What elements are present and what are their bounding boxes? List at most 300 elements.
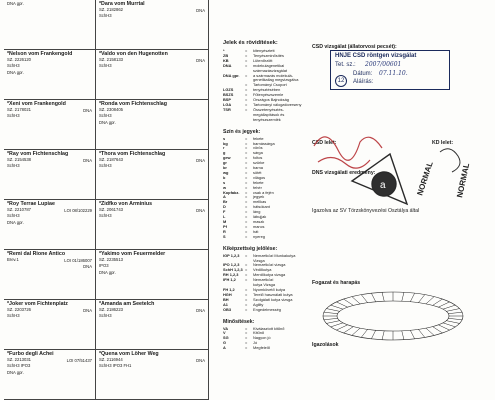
triangle-stamp bbox=[352, 154, 407, 204]
diag-a-mark: a bbox=[380, 180, 386, 191]
dog-name: *Thora vom Fichtenschlag bbox=[99, 151, 166, 157]
dog-name: *Valdo von den Hugenotten bbox=[99, 51, 168, 57]
legend-cell: fehér bbox=[253, 184, 262, 190]
legend-items bbox=[223, 49, 308, 123]
legend-cell: hátsókant bbox=[253, 204, 270, 210]
dog-name: *Xeni vom Frankengold bbox=[7, 101, 66, 107]
legend-cell: Megfelelő bbox=[253, 345, 270, 351]
tooth-mark bbox=[448, 312, 462, 313]
tooth-mark bbox=[371, 330, 375, 339]
legend-cell: A1 bbox=[223, 301, 228, 307]
pedigree-cell bbox=[96, 250, 209, 300]
legend-cell: br bbox=[223, 165, 227, 171]
legend-cell: fekete bbox=[253, 135, 264, 141]
tooth-mark bbox=[352, 297, 360, 304]
dog-name: *Ray vom Fichtenschlag bbox=[7, 151, 69, 157]
legend-cell: SchH 1,2,3 bbox=[223, 267, 243, 273]
tooth-mark bbox=[361, 329, 367, 337]
tooth-mark bbox=[331, 323, 343, 327]
legend-cell: F bbox=[223, 209, 226, 215]
xray-title: CSD vizsgálat (állatorvosi pecsét): bbox=[312, 44, 397, 50]
tooth-mark bbox=[433, 327, 443, 333]
legend-cell: barnássárga bbox=[253, 140, 275, 146]
legend-cell: Összetenyésztés- bbox=[253, 106, 284, 112]
kd-label: KD lelet: bbox=[432, 140, 454, 146]
dog-extra: DNA bbox=[83, 158, 92, 163]
legend-cell: Terelő használati kutya bbox=[253, 291, 293, 297]
legend-cell: BH bbox=[223, 296, 229, 302]
legend-cell: = bbox=[245, 174, 248, 180]
tooth-mark bbox=[433, 299, 443, 305]
dns-label: DNS vizsgálati eredmény: bbox=[312, 170, 376, 176]
legend-cell: L bbox=[223, 214, 226, 220]
legend-cell: gr bbox=[223, 160, 227, 166]
legend-cell: Nemzetközi bbox=[253, 277, 274, 283]
legend-cell: nyereg bbox=[253, 233, 265, 239]
legend-cell: = bbox=[245, 194, 248, 200]
dog-detail: SZ. 2158133 bbox=[99, 57, 123, 62]
legend-cell: Jó bbox=[253, 340, 258, 346]
confirm-text: Igazolva az SV Törzskönyvezési Osztálya által bbox=[312, 208, 420, 214]
legend-cell: = bbox=[245, 277, 248, 283]
tooth-mark bbox=[382, 292, 384, 301]
dog-name: *Remi dal Rione Antico bbox=[7, 251, 66, 257]
tooth-mark bbox=[344, 327, 354, 333]
pedigree-cell bbox=[4, 350, 96, 400]
stamp-signature-label: Aláírás: bbox=[353, 79, 374, 85]
dog-detail: SchH3 bbox=[99, 63, 112, 69]
legend-cell: Agility bbox=[253, 301, 264, 307]
dog-detail: SchH3 bbox=[7, 63, 20, 69]
legend-cell: Mentőkutya vizsga bbox=[253, 272, 286, 278]
legend-cell: hát bbox=[253, 228, 259, 234]
legend-cell: barna bbox=[253, 165, 263, 171]
legend-cell: = bbox=[245, 233, 248, 239]
dog-name: *Quena vom Löher Weg bbox=[99, 351, 159, 357]
pedigree-cell bbox=[4, 300, 96, 350]
legend-cell: Védőkutya bbox=[253, 267, 272, 273]
tooth-mark bbox=[426, 297, 434, 304]
legend-cell: Kitűnő bbox=[253, 330, 265, 336]
dog-extra: DNA bbox=[196, 158, 205, 163]
legend-cell: = bbox=[245, 87, 248, 93]
legend-cell: Lütenőrzött bbox=[253, 57, 273, 63]
stamp-heading: HNJE CSD röntgen vizsgálat bbox=[335, 53, 417, 59]
dog-name: *Amanda am Seetelch bbox=[99, 301, 155, 307]
dog-detail: SchH3 IPO3 bbox=[7, 363, 31, 369]
pedigree-cell bbox=[4, 50, 96, 100]
pedigree-grid bbox=[4, 0, 209, 400]
legend-cell: = bbox=[245, 179, 248, 185]
dog-extra: DNA bbox=[83, 308, 92, 313]
dog-name: *Yakimo vom Feuermelder bbox=[99, 251, 166, 257]
legend-cell: származásvizsgálat bbox=[253, 67, 287, 73]
tooth-mark bbox=[446, 309, 459, 312]
legend-cell: Pf bbox=[223, 223, 227, 229]
stamps-area bbox=[312, 86, 492, 226]
dog-detail: SchH3 bbox=[7, 113, 20, 119]
tooth-mark bbox=[418, 329, 424, 337]
verified-label: Igazolások bbox=[312, 342, 339, 348]
kd-scribble bbox=[440, 149, 460, 172]
pedigree-cell bbox=[4, 100, 96, 150]
red-signature-mark bbox=[314, 137, 382, 168]
legend-cell: kitenyésztett bbox=[253, 48, 275, 53]
dog-detail: DNA gpr. bbox=[7, 1, 24, 6]
tooth-mark bbox=[402, 331, 404, 340]
dog-detail: IPO3 bbox=[99, 263, 109, 269]
legend-cell: sötét bbox=[253, 169, 262, 175]
legend-cell: foltos bbox=[253, 155, 263, 161]
tooth-mark bbox=[371, 293, 375, 302]
legend-cell: genetikailag megvizsgálva bbox=[253, 77, 299, 83]
legend-cell: = bbox=[245, 82, 248, 88]
legend-cell: = bbox=[245, 214, 248, 220]
legend-cell: fekete bbox=[253, 179, 264, 185]
legend-cell: = bbox=[245, 340, 248, 346]
legend-title: Jelek és rövidítések: bbox=[223, 40, 278, 46]
pedigree-cell bbox=[96, 350, 209, 400]
legend-cell: = bbox=[245, 48, 248, 53]
legend-cell: Fűtenyészszemle bbox=[253, 92, 284, 98]
legend-cell: Br bbox=[223, 199, 228, 205]
tooth-mark bbox=[443, 305, 455, 309]
tooth-mark bbox=[324, 318, 338, 319]
legend-cell: s bbox=[223, 135, 226, 141]
legend-cell: KB bbox=[223, 57, 229, 63]
legend-cell: Engedelmesség bbox=[253, 306, 281, 312]
legend-cell: BSP bbox=[223, 97, 231, 103]
dog-detail: DNA gpr. bbox=[99, 119, 116, 125]
legend-cell: D bbox=[223, 204, 226, 210]
dog-detail: SchH3 IPO3 FH1 bbox=[99, 363, 132, 369]
tooth-mark bbox=[438, 302, 449, 307]
grades-items bbox=[223, 327, 308, 352]
tooth-mark bbox=[326, 321, 339, 324]
dog-name: *Furbo degli Achei bbox=[7, 351, 54, 357]
legend-cell: = bbox=[245, 189, 248, 195]
dog-detail: SZ. 2210787 bbox=[7, 207, 31, 212]
legend-cell: IPO 1,2,3 bbox=[223, 262, 240, 268]
legend-cell: RH 1,2,3 bbox=[223, 272, 239, 278]
legend-cell: OB3 bbox=[223, 306, 231, 312]
tooth-mark bbox=[426, 328, 434, 335]
legend-cell: = bbox=[245, 160, 248, 166]
dog-extra: DNA bbox=[83, 264, 92, 270]
legend-cell: = bbox=[245, 184, 248, 190]
legend-cell: LGA bbox=[223, 101, 232, 107]
legend-cell bbox=[245, 118, 253, 123]
pedigree-cell bbox=[4, 150, 96, 200]
legend-cell: = bbox=[245, 169, 248, 175]
dog-detail: DNA gpr. bbox=[7, 69, 24, 75]
legend-cell: = bbox=[245, 209, 248, 215]
legend-row bbox=[223, 118, 308, 123]
dog-detail: SZ. 2116944 bbox=[99, 357, 123, 362]
legend-cell: = bbox=[245, 252, 248, 258]
legend-cell: = bbox=[245, 135, 248, 141]
tooth-mark bbox=[352, 328, 360, 335]
pedigree-cell bbox=[96, 300, 209, 350]
tooth-mark bbox=[361, 295, 367, 303]
legend-cell: FH 1,2 bbox=[223, 286, 235, 292]
legend-cell: V bbox=[223, 330, 226, 336]
tooth-mark bbox=[410, 330, 414, 339]
pedigree-cell bbox=[96, 100, 209, 150]
legend-cell: megállapítások és bbox=[253, 111, 285, 117]
legend-cell: csak a fején bbox=[253, 189, 274, 195]
dog-name: *Joker vom Fichtenplatz bbox=[7, 301, 68, 307]
dog-detail: SZ. 2186223 bbox=[99, 307, 123, 312]
legend-cell: G bbox=[223, 340, 227, 346]
tooth-mark bbox=[336, 325, 347, 330]
dog-name: *Zidfko von Arminius bbox=[99, 201, 153, 207]
legend-cell: kutya Vizsga bbox=[253, 282, 275, 288]
legend-cell: mellkas bbox=[253, 199, 267, 205]
legend-cell: Országos Bajnokság bbox=[253, 97, 289, 103]
legend-cell: A bbox=[223, 345, 226, 351]
pedigree-cell bbox=[4, 0, 96, 50]
legend-cell: vörös bbox=[253, 145, 263, 151]
dog-detail: SchH3 bbox=[7, 213, 20, 219]
pedigree-cell bbox=[96, 50, 209, 100]
legend-cell: lábujjak bbox=[253, 214, 267, 220]
legend-cell: láng bbox=[253, 209, 261, 215]
legend-cell: b bbox=[223, 174, 226, 180]
legend-cell: Nemzetközi vizsga bbox=[253, 262, 286, 268]
tooth-mark bbox=[344, 299, 354, 305]
dog-extra: DNA bbox=[83, 108, 92, 113]
legend-cell: gew bbox=[223, 155, 231, 161]
pedigree-cell bbox=[96, 200, 209, 250]
legend-cell: jegyek bbox=[253, 194, 265, 200]
legend-cell: mancs bbox=[253, 223, 265, 229]
legend-cell: A bbox=[223, 194, 226, 200]
pedigree-cell bbox=[96, 150, 209, 200]
legend-cell: = bbox=[245, 301, 248, 307]
legend-cell: Szolgálati kutya vizsga bbox=[253, 296, 293, 302]
pedigree-cell bbox=[4, 200, 96, 250]
dog-name: *Dara vom Murrtal bbox=[99, 1, 145, 7]
dog-extra: LOI 08/102229 bbox=[64, 208, 92, 213]
csd-stamp bbox=[330, 50, 450, 90]
legend-cell: BSZS bbox=[223, 92, 234, 98]
dog-name: *Nelson vom Frankengold bbox=[7, 51, 73, 57]
legend-cell: Vizsga bbox=[253, 257, 265, 263]
dog-detail: DNA gpr. bbox=[7, 219, 24, 225]
legend-cell: = bbox=[245, 286, 248, 292]
legend-cell: Tenyészminősítés bbox=[253, 52, 284, 58]
grades-title: Minősítések: bbox=[223, 318, 255, 325]
tooth-mark bbox=[418, 295, 424, 303]
legend-cell: IGP 1,2,3 bbox=[223, 252, 240, 258]
legend-cell: = bbox=[245, 52, 248, 58]
tooth-mark bbox=[446, 321, 459, 324]
dog-extra: DNA bbox=[196, 208, 205, 213]
normal-stamp-1: NORMAL bbox=[415, 160, 435, 197]
legend-cell: Nemzetközi Munkakutya bbox=[253, 252, 296, 258]
tooth-mark bbox=[438, 325, 449, 330]
legend-cell: szürke bbox=[253, 160, 265, 166]
dog-detail: SchH3 bbox=[7, 163, 20, 169]
tooth-mark bbox=[324, 312, 338, 313]
legend-cell: TSR bbox=[223, 106, 231, 112]
legend-cell: DNA bbox=[223, 62, 232, 68]
legend-row bbox=[223, 308, 308, 313]
legend-cell: bg bbox=[223, 140, 228, 146]
stamp-date-label: Dátum: bbox=[353, 71, 373, 77]
tooth-mark bbox=[336, 302, 347, 307]
legend-cell: M bbox=[223, 219, 227, 224]
normal-stamp-2: NORMAL bbox=[455, 162, 472, 199]
legend-cell: IFH 1,2 bbox=[223, 277, 236, 283]
dog-detail: SchH3 bbox=[99, 313, 112, 319]
tooth-mark bbox=[410, 293, 414, 302]
dog-detail: DNA gpr. bbox=[7, 369, 24, 375]
legend-cell: r bbox=[223, 145, 225, 151]
legend-cell: = bbox=[245, 106, 248, 112]
color-items bbox=[223, 137, 308, 240]
pedigree-cell bbox=[4, 250, 96, 300]
legend-cell: = bbox=[245, 199, 248, 205]
pedigree-cell bbox=[96, 0, 209, 50]
legend-cell: = bbox=[245, 62, 248, 68]
dog-extra: DNA bbox=[196, 358, 205, 363]
legend-cell: g bbox=[223, 150, 226, 156]
legend-cell: = bbox=[245, 219, 248, 224]
legend-cell: w bbox=[223, 184, 227, 190]
legend-cell: = bbox=[245, 204, 248, 210]
legend-cell: DNA gpr. bbox=[223, 72, 240, 78]
legend-cell: sárga bbox=[253, 150, 263, 156]
legend-row bbox=[223, 235, 308, 240]
legend-cell: s bbox=[223, 179, 226, 185]
dog-detail: SchH3 bbox=[99, 13, 112, 19]
dog-detail: SZ. 2187643 bbox=[99, 157, 123, 162]
dog-detail: SZ. 2154538 bbox=[7, 157, 31, 162]
legend-cell: = bbox=[245, 155, 248, 161]
legend-cell: VA bbox=[223, 325, 229, 331]
legend-cell: * bbox=[223, 48, 225, 53]
tooth-mark bbox=[402, 292, 404, 301]
legend-cell: Nyomkövető kutya bbox=[253, 286, 286, 292]
dog-detail: SchH3 bbox=[99, 213, 112, 219]
tooth-mark bbox=[382, 331, 384, 340]
dog-extra: DNA bbox=[196, 58, 205, 63]
legend-cell: Kopfabz. bbox=[223, 189, 240, 195]
tooth-mark bbox=[331, 305, 343, 309]
dog-detail: SZ. 2226120 bbox=[7, 57, 31, 62]
dog-extra: LOI 07/51437 bbox=[66, 358, 92, 363]
legend-cell: = bbox=[245, 325, 248, 331]
legend-cell: = bbox=[245, 345, 248, 351]
legend-cell: = bbox=[245, 267, 248, 273]
legend-cell: tenyészszemlék bbox=[253, 116, 281, 122]
training-items bbox=[223, 254, 308, 313]
dog-detail: SZ. 2213031 bbox=[7, 357, 31, 362]
dog-name: *Ronda vom Fichtenschlag bbox=[99, 101, 167, 107]
legend-column bbox=[223, 40, 308, 351]
csd-label: CSD lelet: bbox=[312, 140, 337, 146]
teeth-title: Fogazat és harapás bbox=[312, 280, 361, 286]
legend-row bbox=[223, 346, 308, 351]
dog-detail: SZ. 2203726 bbox=[7, 307, 31, 312]
dog-detail: SZ. 2178021 bbox=[7, 107, 31, 112]
legend-cell: = bbox=[245, 101, 248, 107]
dog-name: *Roy Terrae Lupiae bbox=[7, 201, 55, 207]
color-title: Szín és jegyek: bbox=[223, 128, 261, 135]
legend-cell: ZB bbox=[223, 52, 229, 58]
tooth-mark bbox=[326, 309, 339, 312]
dog-detail: SZ. 2308405 bbox=[99, 107, 123, 112]
dog-detail: SZ. 2061743 bbox=[99, 207, 123, 212]
legend-cell: = bbox=[245, 291, 248, 297]
stamp-tet-label: Tet. sz.: bbox=[335, 62, 356, 68]
dog-detail: SZ. 2235513 bbox=[99, 257, 123, 262]
dog-extra: LOI 01/186007 bbox=[64, 258, 92, 263]
legend-cell: = bbox=[245, 335, 248, 341]
legend-cell bbox=[223, 118, 245, 123]
legend-cell: = bbox=[245, 165, 248, 171]
dog-extra: DNA bbox=[196, 308, 205, 313]
legend-cell: = bbox=[245, 262, 248, 268]
dog-detail: SchH3 bbox=[7, 313, 20, 319]
legend-cell: tenyésztésében bbox=[253, 87, 281, 93]
legend-cell: Tartományi Csoport bbox=[253, 82, 287, 88]
legend-cell: világos bbox=[253, 174, 266, 180]
legend-cell: molekulagenetikai bbox=[253, 62, 285, 68]
dog-detail: SchH3 bbox=[99, 163, 112, 169]
legend-cell: wg bbox=[223, 169, 229, 175]
dog-extra: DNA bbox=[196, 8, 205, 13]
legend-cell: Kiválasztott kitűnő bbox=[253, 325, 285, 331]
legend-cell: = bbox=[245, 140, 248, 146]
dog-detail: SZ. 2182862 bbox=[99, 7, 123, 12]
legend-cell: = bbox=[245, 330, 248, 336]
legend-cell: = bbox=[245, 97, 248, 103]
legend-cell: = bbox=[245, 92, 248, 98]
legend-cell: = bbox=[245, 296, 248, 302]
legend-cell: = bbox=[245, 272, 248, 278]
legend-cell: Nagyon jó bbox=[253, 335, 271, 341]
tooth-mark bbox=[448, 318, 462, 319]
legend-cell: = bbox=[245, 57, 248, 63]
legend-cell: a származás molekulá- bbox=[253, 72, 294, 78]
legend-cell: Tartományi válogatóverseny bbox=[253, 101, 302, 107]
tooth-mark bbox=[443, 323, 455, 327]
legend-cell: = bbox=[245, 145, 248, 151]
legend-cell: HGH bbox=[223, 291, 232, 297]
legend-cell: R bbox=[223, 228, 226, 234]
training-title: Kiképzettség jelölése: bbox=[223, 245, 278, 252]
legend-cell: = bbox=[245, 223, 248, 229]
dog-detail: DNA gpr. bbox=[99, 269, 116, 275]
legend-cell: SG bbox=[223, 335, 229, 341]
legend-cell: = bbox=[245, 72, 248, 78]
teeth-diagram bbox=[318, 288, 468, 344]
tooth-marks bbox=[323, 292, 463, 340]
legend-cell: = bbox=[245, 306, 248, 312]
dog-detail: SchH3 bbox=[99, 113, 112, 119]
legend-cell: LGZS bbox=[223, 87, 234, 93]
legend-cell: = bbox=[245, 150, 248, 156]
stamp-date-value: 07.11.10. bbox=[379, 70, 408, 77]
legend-cell: S bbox=[223, 233, 226, 239]
dog-detail: Brev.1 bbox=[7, 257, 19, 262]
stamp-tet-value: 2007/00601 bbox=[365, 61, 402, 68]
legend-cell: = bbox=[245, 228, 248, 234]
legend-cell: maszk bbox=[253, 219, 265, 224]
